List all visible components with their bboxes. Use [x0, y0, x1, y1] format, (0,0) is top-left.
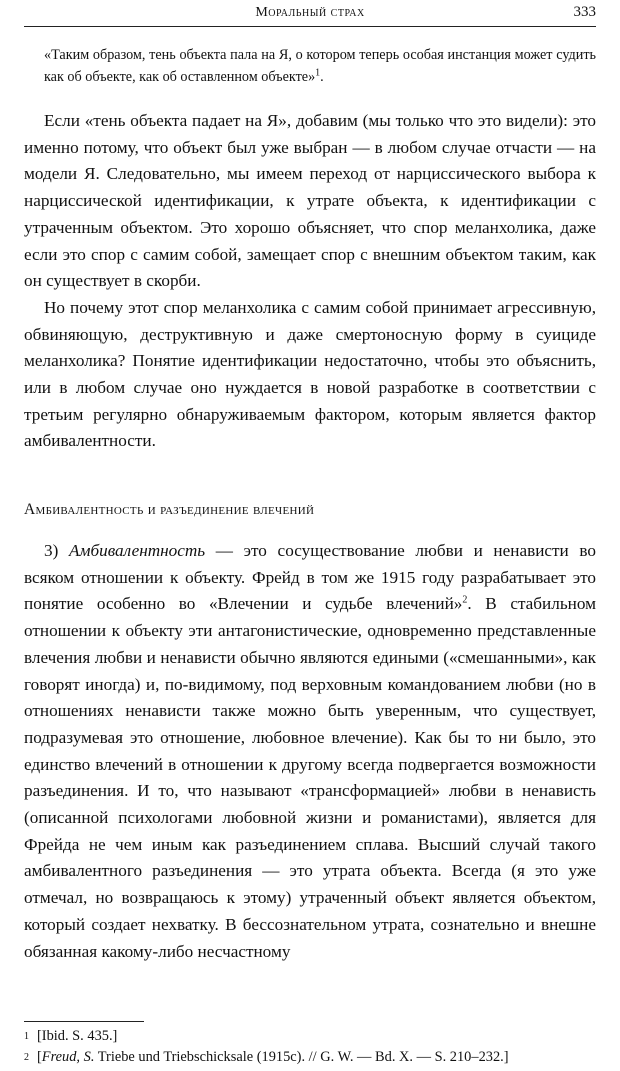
footnote-text: Triebe und Triebschicksale (1915c). // G. W. — Bd. X. — S. 210–232.]	[94, 1049, 509, 1065]
footnote-ref-2[interactable]: 2	[462, 594, 468, 606]
footnote-divider	[24, 1021, 144, 1022]
epigraph-text: «Таким образом, тень объекта пала на Я, о котором теперь особая инстанция может судить как об объекте, как об оставленном объекте»	[44, 47, 596, 85]
footnote-1	[24, 1026, 596, 1047]
footnote-number: 2	[24, 1052, 29, 1063]
body-text-section	[0, 538, 620, 965]
footnote-ref-1[interactable]: 1	[315, 67, 321, 79]
section-heading: Амбивалентность и разъединение влечений	[24, 501, 315, 518]
footnote-author: Freud, S.	[41, 1049, 95, 1065]
paragraph-shadow-of-object: Если «тень объекта падает на Я», добавим (мы только что это видели): это именно потому, что объект был уже выбран — в любом случае отчасти — на модели Я. Следовательно, мы имеем переход от нарциссического выбора к нарциссической идентификации, к утрате объекта, к идентификации с утраченным объектом. Это хорошо объясняет, что спор меланхолика, даже если это спор с самим собой, замещает спор с внешним объектом таким, как он существует в скорби.	[24, 111, 596, 291]
running-head: Моральный страх	[255, 5, 365, 20]
body-text-top	[0, 108, 620, 455]
footnote-number: 1	[24, 1031, 29, 1042]
page-number: 333	[573, 4, 596, 20]
footnote-2	[24, 1047, 596, 1068]
ambivalence-text-1: — это сосуществование любви и ненависти во всяком отношении к объекту. Фрейд в том же 1915 году разрабатывает это понятие особенно во «Влечении и судьбе влечений»	[24, 541, 596, 614]
footnote-open-bracket: [	[37, 1049, 42, 1065]
footnotes	[24, 1026, 596, 1068]
item-number: 3)	[44, 541, 59, 560]
footnote-text: [Ibid. S. 435.]	[37, 1028, 118, 1044]
paragraph-melancholic-dispute: Но почему этот спор меланхолика с самим собой принимает агрессивную, обвиняющую, деструктивную и даже смертоносную форму в суициде меланхолика? Понятие идентификации недостаточно, чтобы это объяснить, или в любом случае оно нуждается в новой разработке в соответствии с третьим регулярно обнаруживаемым фактором, которым является фактор амбивалентности.	[24, 297, 596, 451]
ambivalence-text-2: . В стабильном отношении к объекту эти антагонистические, одновременно представленные влечения любви и ненависти обычно являются едиными («смешанными», как говорят иногда) и, по-видимому, под верховным командованием любви (но в отношениях ненависти также можно быть уверенным, что существует, подразумевая это отношение, любовное влечение). Как бы то ни было, это единство влечений в отношении к другому всегда подвергается возможности разъединения. И то, что называют «трансформацией» любви в ненависть (описанной психологами любовной жизни и романистами), является для Фрейда не чем иным как разъединением сплава. Высший случай такого амбивалентного разъединения — это утрата объекта. Всегда (я это уже отмечал, но возвращаюсь к этому) утраченный объект является объектом, который создает нехватку. В бессознательном утрата, сознательно и внешне обязанная какому-либо несчастному	[24, 594, 596, 961]
epigraph-quote: «Таким образом, тень объекта пала на Я, о котором теперь особая инстанция может судить как об объекте, как об оставленном объекте»$^1$.	[44, 47, 596, 85]
paragraph-ambivalence	[24, 538, 596, 965]
term-ambivalence: Амбивалентность	[69, 541, 206, 560]
page-header	[24, 2, 596, 27]
